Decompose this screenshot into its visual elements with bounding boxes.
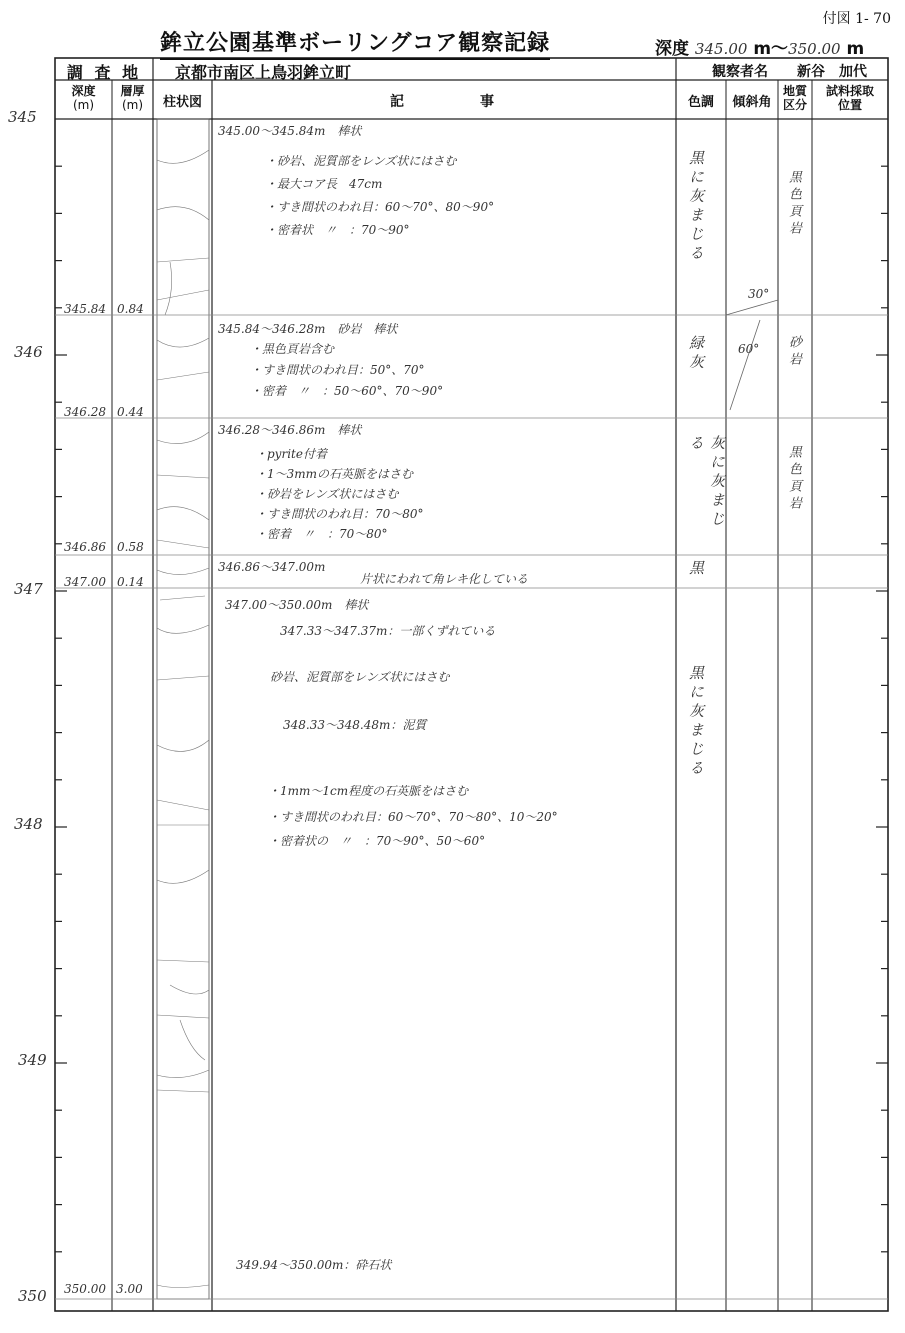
description-line: ・密着 〃 ：70〜80° [255, 527, 388, 541]
layer-thickness: 0.84 [117, 302, 144, 316]
description-line: ・すき間状のわれ目：60〜70°、80〜90° [265, 200, 495, 214]
description-heading: 345.00〜345.84m 棒状 [218, 124, 362, 138]
layer-thickness: 0.14 [117, 575, 144, 589]
color-note: 黒 [687, 560, 705, 579]
description-line: ・密着状 〃 ：70〜90° [265, 223, 410, 237]
figure-number: 付図 1- 70 [822, 11, 891, 27]
col-dip-header: 傾斜角 [732, 95, 772, 110]
description-line: ・すき間状のわれ目：60〜70°、70〜80°、10〜20° [268, 810, 558, 824]
description-line: 片状にわれて角レキ化している [360, 572, 529, 586]
site-value: 京都市南区上鳥羽鉾立町 [175, 63, 352, 82]
dip-value: 30° [748, 287, 770, 301]
description-heading: 345.84〜346.28m 砂岩 棒状 [218, 322, 398, 336]
depth-to: 350.00 [788, 40, 841, 58]
col-column-header: 柱状図 [162, 95, 202, 110]
col-geology-label-2: 区分 [782, 98, 807, 112]
description-heading: 349.94〜350.00m：砕石状 [236, 1258, 392, 1272]
depth-label-349: 349 [18, 1051, 47, 1069]
col-geology-label-1: 地質 [782, 84, 807, 98]
depth-label-346: 346 [14, 343, 43, 361]
description-line: ・pyrite付着 [255, 447, 327, 461]
geology-note: 黒色頁岩 [786, 445, 801, 513]
page-title: 鉾立公園基準ボーリングコア観察記録 [160, 26, 550, 60]
layer-depth: 345.84 [64, 302, 106, 316]
depth-label-347: 347 [14, 580, 43, 598]
color-note: 黒に灰まじる [687, 665, 705, 779]
depth-from: 345.00 [694, 40, 748, 58]
description-line: ・すき間状のわれ目：70〜80° [255, 507, 424, 521]
layer-thickness: 0.44 [117, 405, 144, 419]
geology-note: 砂岩 [786, 335, 801, 369]
description-heading: 346.86〜347.00m [218, 560, 326, 574]
col-thickness-unit: (m) [121, 98, 144, 112]
col-depth-label: 深度 [71, 84, 96, 98]
col-thickness-label: 層厚 [120, 84, 145, 98]
depth-label-345: 345 [8, 108, 37, 126]
description-line: ・最大コア長 47cm [265, 177, 383, 191]
geology-note: 黒色頁岩 [786, 170, 801, 238]
layer-thickness: 0.58 [117, 540, 144, 554]
depth-label-350: 350 [18, 1287, 47, 1305]
col-sample-label-1: 試料採取 [825, 84, 874, 98]
depth-unit-1: m〜 [753, 39, 789, 59]
description-line: ・黒色頁岩含む [250, 342, 335, 356]
layer-thickness: 3.00 [116, 1282, 143, 1296]
color-note: 黒に灰まじる [687, 150, 705, 264]
layer-depth: 346.86 [64, 540, 106, 554]
observer-label: 観察者名 [712, 64, 768, 80]
description-line: 347.33〜347.37m：一部くずれている [280, 624, 496, 638]
col-desc-header-2: 事 [480, 94, 494, 110]
description-line: ・密着状の 〃 ：70〜90°、50〜60° [268, 834, 486, 848]
depth-label: 深度 [655, 39, 689, 59]
observer-value: 新谷 加代 [797, 64, 867, 80]
description-line: ・1mm〜1cm程度の石英脈をはさむ [268, 784, 469, 798]
col-sample-header [812, 84, 888, 112]
dip-value: 60° [738, 342, 760, 356]
description-line: ・1〜3mmの石英脈をはさむ [255, 467, 414, 481]
layer-depth: 346.28 [64, 405, 106, 419]
depth-label-348: 348 [14, 815, 43, 833]
col-desc-header-1: 記 [390, 94, 404, 110]
color-note: 灰に灰まじる [687, 435, 726, 530]
description-line: ・すき間状のわれ目：50°、70° [250, 363, 425, 377]
site-label: 調 査 地 [66, 63, 142, 82]
description-line: 348.33〜348.48m：泥質 [283, 718, 427, 732]
depth-range [655, 34, 864, 59]
col-thickness-header [112, 84, 153, 112]
description-heading: 347.00〜350.00m 棒状 [225, 598, 369, 612]
depth-unit-2: m [846, 39, 865, 59]
layer-depth: 347.00 [64, 575, 106, 589]
color-note: 緑灰 [687, 335, 705, 373]
col-sample-label-2: 位置 [837, 98, 862, 112]
description-line: ・砂岩、泥質部をレンズ状にはさむ [265, 154, 457, 168]
col-geology-header [778, 84, 812, 112]
description-line: 砂岩、泥質部をレンズ状にはさむ [270, 670, 450, 684]
col-depth-unit: (m) [72, 98, 95, 112]
col-depth-header [55, 84, 112, 112]
col-color-header: 色調 [687, 95, 714, 110]
description-heading: 346.28〜346.86m 棒状 [218, 423, 362, 437]
layer-depth: 350.00 [64, 1282, 106, 1296]
description-line: ・密着 〃 ：50〜60°、70〜90° [250, 384, 444, 398]
description-line: ・砂岩をレンズ状にはさむ [255, 487, 399, 501]
